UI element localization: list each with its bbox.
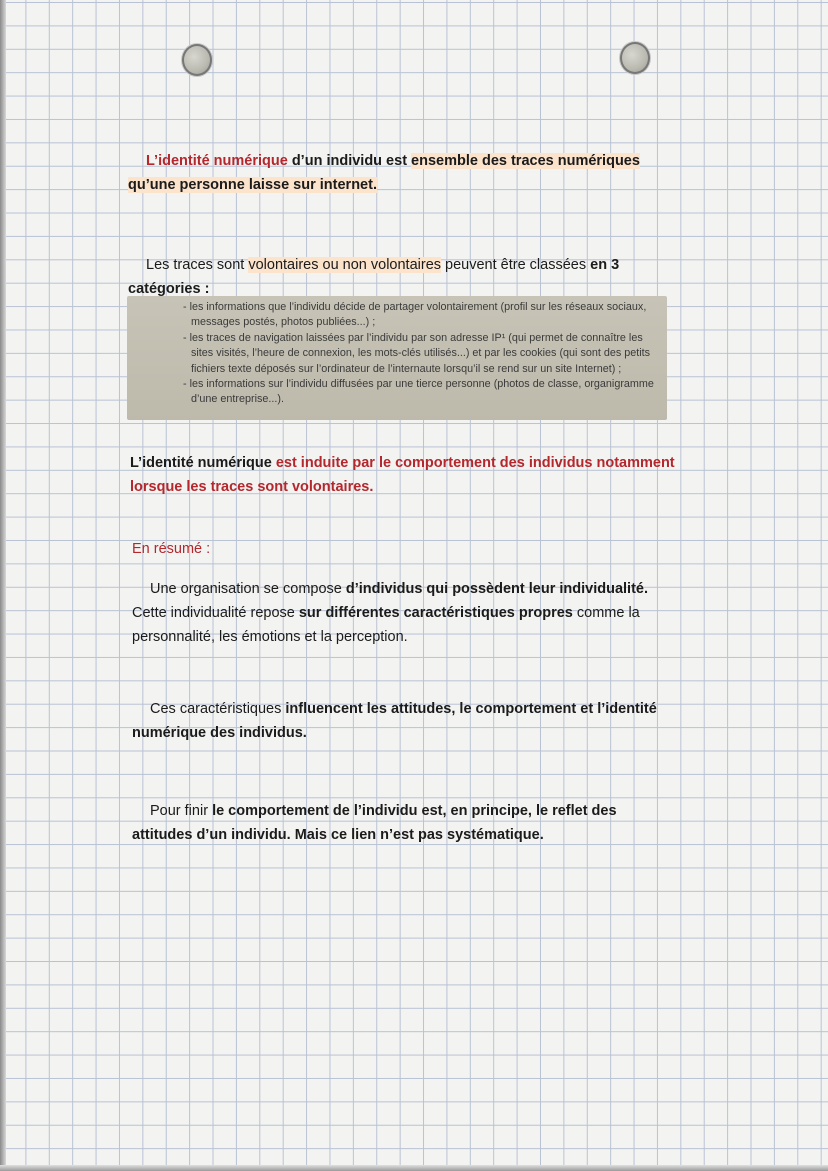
- traces-text-2: peuvent être classées: [441, 256, 591, 273]
- traces-paragraph: [128, 253, 673, 301]
- pasted-quote-box: [127, 296, 667, 420]
- traces-categories: en 3 catégories :: [128, 256, 620, 297]
- term-identite-numerique: L’identité numérique: [146, 152, 288, 169]
- behavior-paragraph: [130, 451, 690, 499]
- org-bold-1: d’individus qui possèdent leur individualité.: [345, 580, 648, 597]
- organisation-paragraph: [132, 577, 672, 649]
- concl-text-1: Pour finir: [150, 802, 213, 819]
- definition-text: d’un individu est: [287, 152, 412, 169]
- categories-list: [127, 296, 667, 408]
- characteristics-paragraph: [132, 697, 672, 745]
- char-text-1: Ces caractéristiques: [150, 700, 286, 717]
- conclusion-paragraph: [132, 799, 677, 847]
- page-edge: [0, 0, 6, 1171]
- traces-text-1: Les traces sont: [146, 256, 249, 273]
- org-text-1: Une organisation se compose: [150, 580, 346, 597]
- org-text-3: comme la personnalité, les émotions et la perception.: [132, 604, 640, 645]
- category-item: - les informations sur l’individu diffusées par une tierce personne (photos de classe, organigramme d’une entreprise...).: [183, 377, 657, 408]
- char-bold-1: influencent les attitudes, le comportement et l’identité numérique des individus.: [132, 700, 657, 741]
- summary-heading: En résumé :: [132, 540, 211, 557]
- org-bold-2: sur différentes caractéristiques propres: [298, 604, 573, 621]
- punch-hole-left: [182, 44, 212, 76]
- definition-highlight: ensemble des traces numériques qu’une personne laisse sur internet.: [128, 152, 640, 193]
- definition-paragraph: [128, 149, 668, 197]
- behavior-term: L’identité numérique: [130, 454, 272, 471]
- category-item: - les traces de navigation laissées par l’individu par son adresse IP¹ (qui permet de connaître les sites visités, l’heure de connexion, les mots-clés utilisés...) et par les cookies (qui sont des petits fichiers texte déposés sur l’ordinateur de l’internaute lorsqu’il se rend sur un site Internet) ;: [183, 331, 657, 377]
- concl-bold-1: le comportement de l’individu est, en principe, le reflet des attitudes d’un individu. Mais ce lien n’est pas systématique.: [132, 802, 617, 843]
- behavior-red-text: est induite par le comportement des individus notamment lorsque les traces sont volontaires.: [130, 454, 675, 495]
- page-bottom-edge: [0, 1165, 828, 1171]
- org-text-2: Cette individualité repose: [132, 604, 299, 621]
- punch-hole-right: [620, 42, 650, 74]
- traces-highlight: volontaires ou non volontaires: [248, 256, 442, 273]
- category-item: - les informations que l’individu décide de partager volontairement (profil sur les réseaux sociaux, messages postés, photos publiées...) ;: [183, 300, 657, 331]
